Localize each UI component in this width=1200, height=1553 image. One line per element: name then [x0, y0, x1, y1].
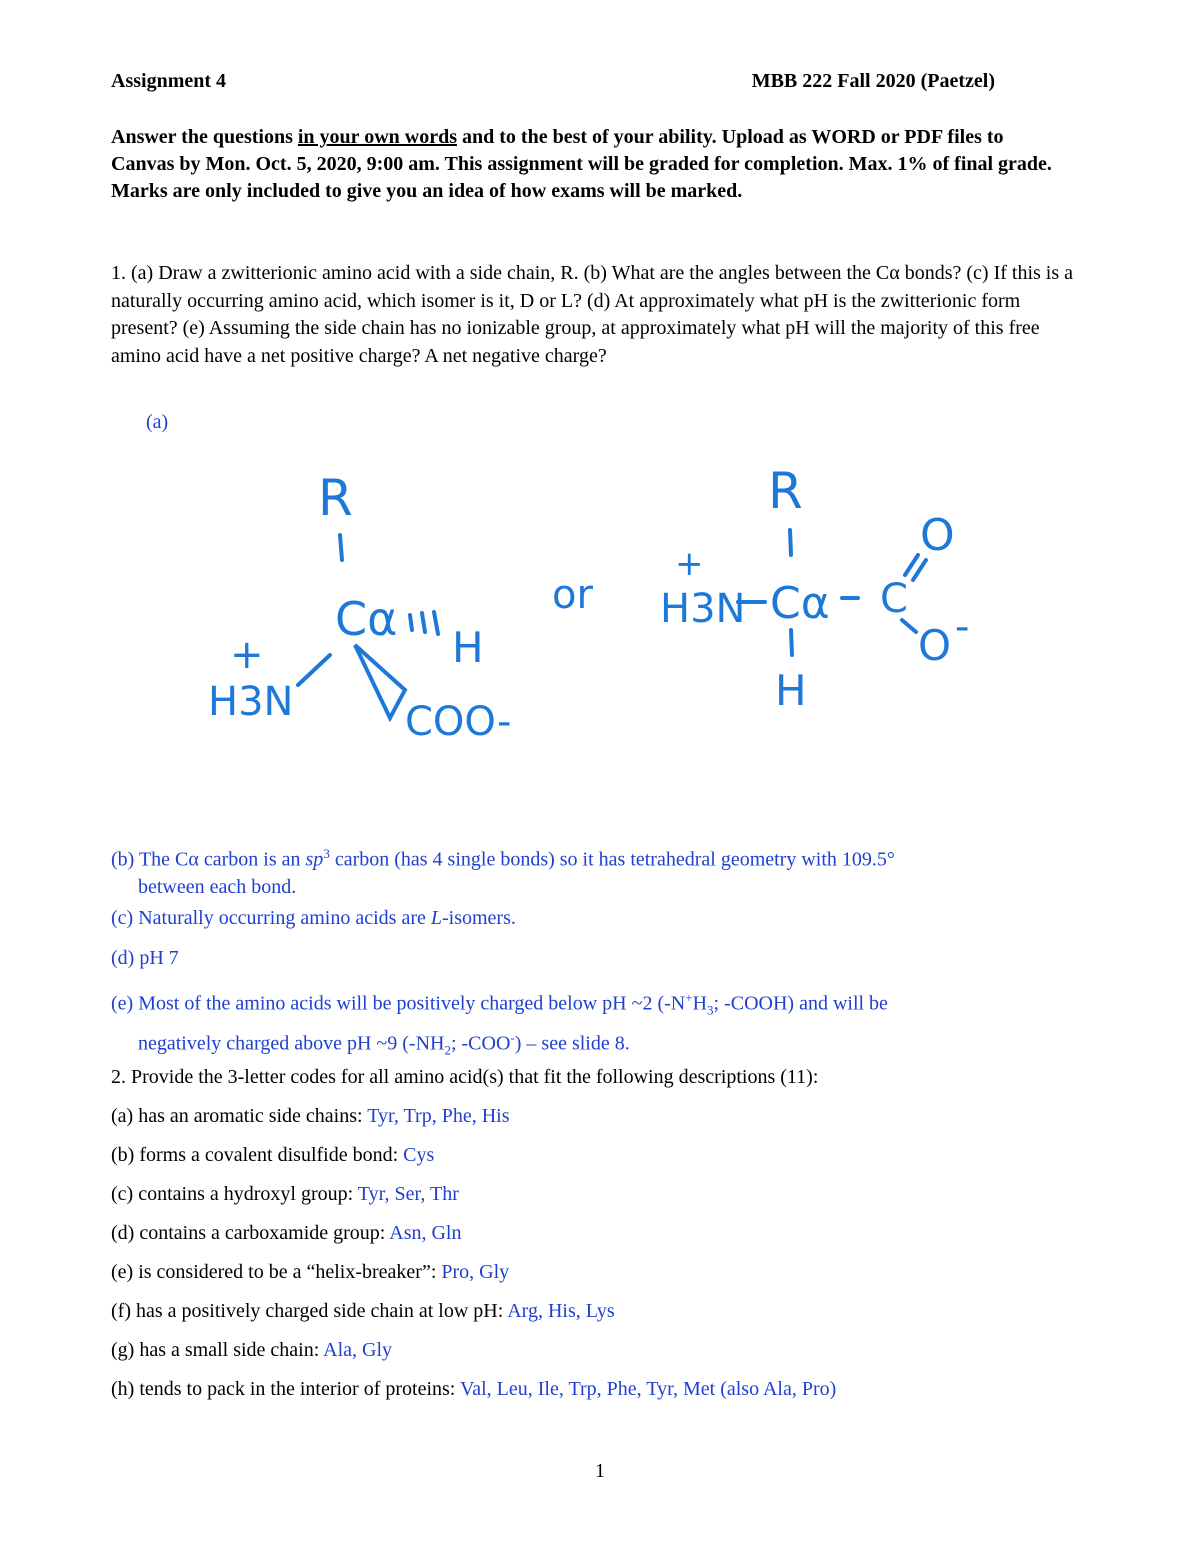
question-1: 1. (a) Draw a zwitterionic amino acid with a side chain, R. (b) What are the angles between the Cα bonds? (c) If this is a naturally occurring amino acid, which isomer is it, D or L? (d) At approximately what pH is the zwitterionic form present? (e) Assuming the side chain has no ionizable group, at approximately what pH will the majority of this free amino acid have a net positive charge? A net negative charge? — [111, 262, 1074, 367]
instructions-underlined: in your own words — [297, 126, 457, 148]
left-dash-2 — [422, 613, 425, 632]
amino-acid-sketch — [190, 450, 1010, 780]
q2-item-question: (e) is considered to be a “helix-breaker”: — [111, 1261, 442, 1283]
q2-item-answer: Pro, Gly — [441, 1261, 510, 1283]
q2-item-question: (f) has a positively charged side chain at low pH: — [111, 1300, 508, 1322]
answer-1e-sub2: 2 — [444, 1042, 451, 1058]
answer-1e-text-1: (e) Most of the amino acids will be positively charged below pH ~2 (-N — [111, 992, 686, 1015]
q2-item-question: (g) has a small side chain: — [111, 1339, 324, 1361]
answer-1c-l: L — [430, 907, 442, 929]
q2-item-h — [111, 1378, 836, 1401]
q2-item-answer: Ala, Gly — [323, 1339, 393, 1361]
answer-1b — [111, 840, 1091, 901]
answer-1b-sp: sp — [305, 848, 324, 871]
right-single-bond — [902, 620, 916, 632]
q2-item-answer: Tyr, Trp, Phe, His — [367, 1105, 510, 1127]
left-calpha: Cα — [335, 592, 398, 646]
left-wedge — [355, 645, 405, 718]
or-text: or — [552, 572, 593, 618]
answer-1b-text-2: carbon (has 4 single bonds) so it has tetrahedral geometry with 109.5° — [329, 848, 895, 871]
right-o-bottom: O — [918, 621, 952, 670]
answer-1c-text-1: (c) Naturally occurring amino acids are — [111, 907, 431, 929]
right-h-bond — [791, 630, 792, 655]
answer-1e-text-4: negatively charged above pH ~9 (-NH — [138, 1032, 445, 1055]
q2-item-answer: Tyr, Ser, Thr — [357, 1183, 459, 1205]
q2-item-question: (h) tends to pack in the interior of proteins: — [111, 1378, 460, 1400]
answer-1b-text-1: (b) The Cα carbon is an — [111, 848, 306, 871]
left-dash-1 — [410, 615, 412, 630]
q2-item-question: (b) forms a covalent disulfide bond: — [111, 1144, 404, 1166]
left-plus: + — [230, 632, 264, 678]
q2-item-a — [111, 1105, 509, 1128]
answer-1e-text-5: ; -COO — [450, 1032, 511, 1055]
answer-1c-text-2: -isomers. — [441, 907, 516, 929]
answer-1b-text-3: between each bond. — [138, 875, 297, 898]
right-r: R — [768, 462, 803, 520]
left-r-bond — [340, 535, 342, 560]
q2-item-answer: Asn, Gln — [389, 1222, 462, 1244]
instructions-part2: and to the best of your ability. Upload as WORD or PDF files to Canvas by Mon. Oct. 5, 2020, 9:00 am. This assignment will be graded for completion. Max. 1% of final grade. Marks are only included to give you an idea of how exams will be marked. — [111, 126, 1052, 202]
q2-item-question: (c) contains a hydroxyl group: — [111, 1183, 358, 1205]
q2-item-e — [111, 1261, 509, 1284]
right-calpha: Cα — [770, 578, 830, 629]
instructions — [111, 124, 1071, 205]
page-number: 1 — [595, 1460, 605, 1482]
right-c: C — [880, 576, 908, 622]
question-2: 2. Provide the 3-letter codes for all amino acid(s) that fit the following descriptions (11): — [111, 1066, 819, 1088]
answer-1e-text-2: H — [692, 992, 708, 1015]
q2-item-answer: Val, Leu, Ile, Trp, Phe, Tyr, Met (also Ala, Pro) — [460, 1378, 837, 1400]
answer-1e — [111, 984, 1091, 1063]
left-coo: COO- — [405, 699, 512, 745]
q2-item-question: (d) contains a carboxamide group: — [111, 1222, 390, 1244]
right-o-top: O — [920, 510, 955, 561]
answer-1e-minus: - — [510, 1029, 515, 1045]
q2-item-c — [111, 1183, 459, 1206]
q2-item-b — [111, 1144, 434, 1167]
right-minus: - — [955, 604, 970, 650]
answer-1e-sub3: 3 — [707, 1002, 714, 1018]
left-dash-3 — [434, 612, 438, 634]
instructions-part1: Answer the questions — [111, 126, 298, 148]
right-h3n: H3N — [660, 586, 746, 632]
left-h: H — [452, 623, 484, 672]
q2-item-answer: Arg, His, Lys — [507, 1300, 615, 1322]
left-h3n: H3N — [208, 679, 294, 725]
answer-1a-label: (a) — [146, 411, 169, 433]
right-plus: + — [675, 544, 704, 584]
q2-item-answer: Cys — [403, 1144, 435, 1166]
q2-item-f — [111, 1300, 615, 1323]
q2-item-g — [111, 1339, 392, 1362]
answer-1e-plus: + — [685, 990, 693, 1005]
answer-1b-sup: 3 — [323, 846, 330, 861]
answer-1c — [111, 905, 1091, 932]
right-r-bond — [790, 530, 791, 555]
right-h: H — [775, 666, 807, 715]
q2-item-d — [111, 1222, 461, 1245]
left-n-bond — [298, 655, 330, 685]
answer-1e-line-2 — [111, 1024, 1091, 1064]
left-r: R — [318, 469, 353, 527]
course-title: MBB 222 Fall 2020 (Paetzel) — [751, 70, 995, 92]
q2-item-question: (a) has an aromatic side chains: — [111, 1105, 368, 1127]
answer-1e-text-3: ; -COOH) and will be — [713, 992, 888, 1015]
answer-1d: (d) pH 7 — [111, 947, 179, 969]
assignment-title: Assignment 4 — [111, 70, 227, 92]
answer-1e-text-6: ) – see slide 8. — [514, 1032, 630, 1055]
